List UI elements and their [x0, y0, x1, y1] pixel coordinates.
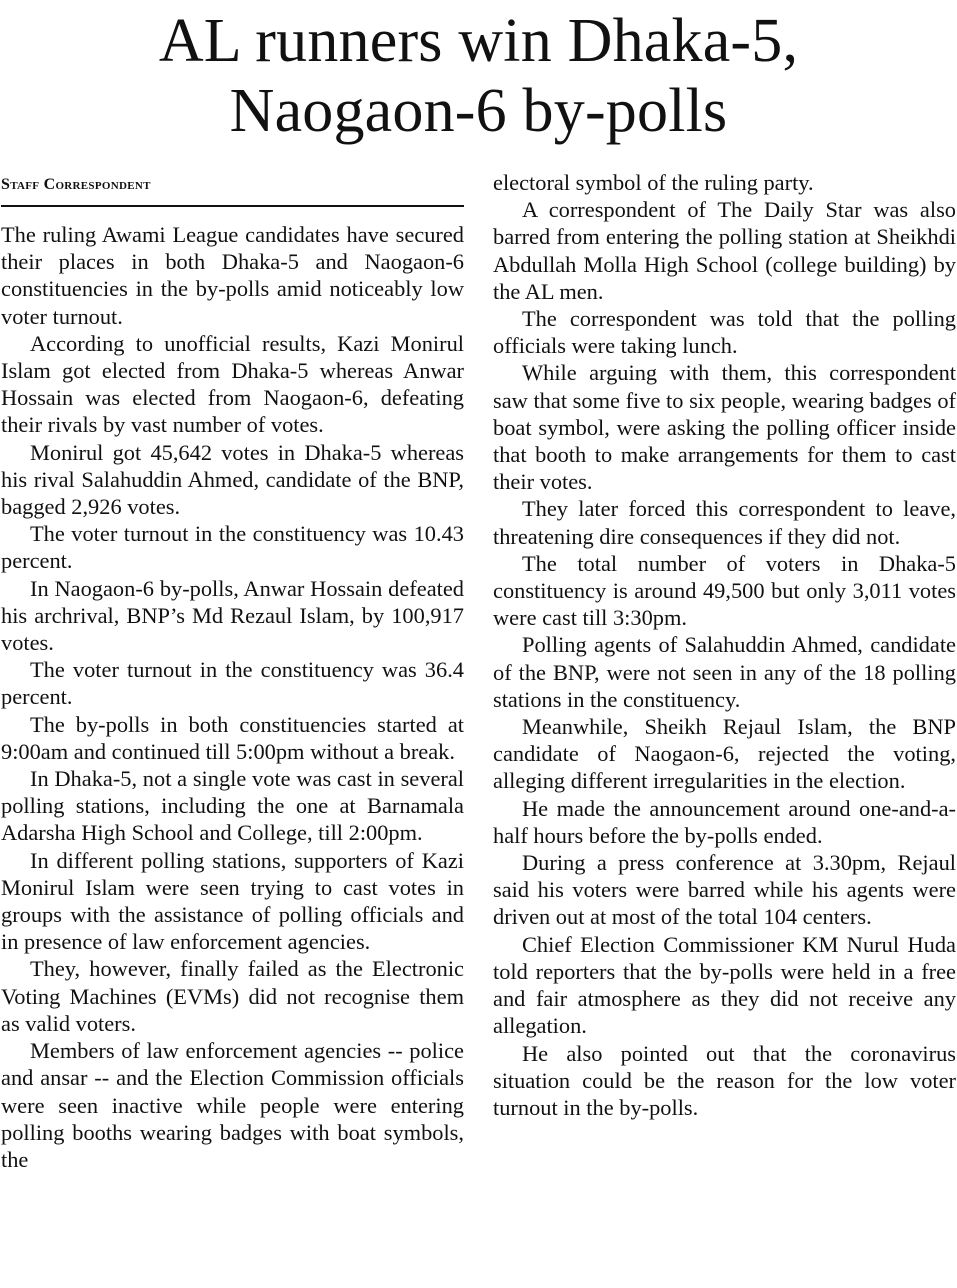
paragraph: The correspondent was told that the polling officials were taking lunch.: [493, 306, 956, 359]
headline-line-1: AL runners win Dhaka-5,: [158, 7, 799, 75]
paragraph: Members of law enforcement agencies -- police and ansar -- and the Election Commission officials were seen inactive while people were entering polling booths wearing badges with boat symbols, the: [1, 1038, 464, 1172]
paragraph: They, however, finally failed as the Electronic Voting Machines (EVMs) did not recognise them as valid voters.: [1, 956, 464, 1036]
paragraph: He also pointed out that the coronavirus situation could be the reason for the low voter turnout in the by-polls.: [493, 1040, 956, 1120]
paragraph: In Naogaon-6 by-polls, Anwar Hossain defeated his archrival, BNP’s Md Rezaul Islam, by 100,917 votes.: [1, 575, 464, 656]
paragraph: During a press conference at 3.30pm, Rejaul said his voters were barred while his agents were driven out at most of the total 104 centers.: [493, 850, 956, 930]
byline-divider: [1, 205, 464, 207]
paragraph: The voter turnout in the constituency was 10.43 percent.: [1, 521, 464, 574]
paragraph: Polling agents of Salahuddin Ahmed, candidate of the BNP, were not seen in any of the 18 polling stations in the constituency.: [493, 632, 956, 712]
headline: [0, 6, 957, 146]
paragraph: Meanwhile, Sheikh Rejaul Islam, the BNP candidate of Naogaon-6, rejected the voting, alleging different irregularities in the election.: [493, 714, 956, 794]
paragraph: According to unofficial results, Kazi Monirul Islam got elected from Dhaka-5 whereas Anwar Hossain was elected from Naogaon-6, defeating their rivals by vast number of votes.: [1, 330, 464, 438]
left-column: [1, 221, 464, 1173]
paragraph: Chief Election Commissioner KM Nurul Huda told reporters that the by-polls were held in a free and fair atmosphere as they did not receive any allegation.: [493, 931, 956, 1039]
byline: Staff Correspondent: [1, 176, 151, 193]
paragraph: The voter turnout in the constituency was 36.4 percent.: [1, 657, 464, 710]
right-column: [493, 169, 956, 1121]
headline-line-2: Naogaon-6 by-polls: [229, 77, 728, 145]
paragraph: The ruling Awami League candidates have secured their places in both Dhaka-5 and Naogaon-6 constituencies in the by-polls amid noticeably low voter turnout.: [1, 222, 464, 329]
paragraph: While arguing with them, this correspondent saw that some five to six people, wearing badges of boat symbol, were asking the polling officer inside that booth to make arrangements for them to cast their votes.: [493, 360, 956, 495]
paragraph: In different polling stations, supporters of Kazi Monirul Islam were seen trying to cast votes in groups with the assistance of polling officials and in presence of law enforcement agencies.: [1, 847, 464, 955]
paragraph: In Dhaka-5, not a single vote was cast in several polling stations, including the one at Barnamala Adarsha High School and College, till 2:00pm.: [1, 766, 464, 846]
paragraph: The total number of voters in Dhaka-5 constituency is around 49,500 but only 3,011 votes were cast till 3:30pm.: [493, 550, 956, 631]
paragraph: electoral symbol of the ruling party.: [493, 170, 814, 195]
paragraph: Monirul got 45,642 votes in Dhaka-5 whereas his rival Salahuddin Ahmed, candidate of the BNP, bagged 2,926 votes.: [1, 439, 464, 520]
paragraph: They later forced this correspondent to leave, threatening dire consequences if they did not.: [493, 496, 956, 549]
paragraph: He made the announcement around one-and-a-half hours before the by-polls ended.: [493, 795, 956, 848]
paragraph: The by-polls in both constituencies started at 9:00am and continued till 5:00pm without a break.: [1, 711, 464, 764]
paragraph: A correspondent of The Daily Star was also barred from entering the polling station at Sheikhdi Abdullah Molla High School (college building) by the AL men.: [493, 197, 956, 304]
